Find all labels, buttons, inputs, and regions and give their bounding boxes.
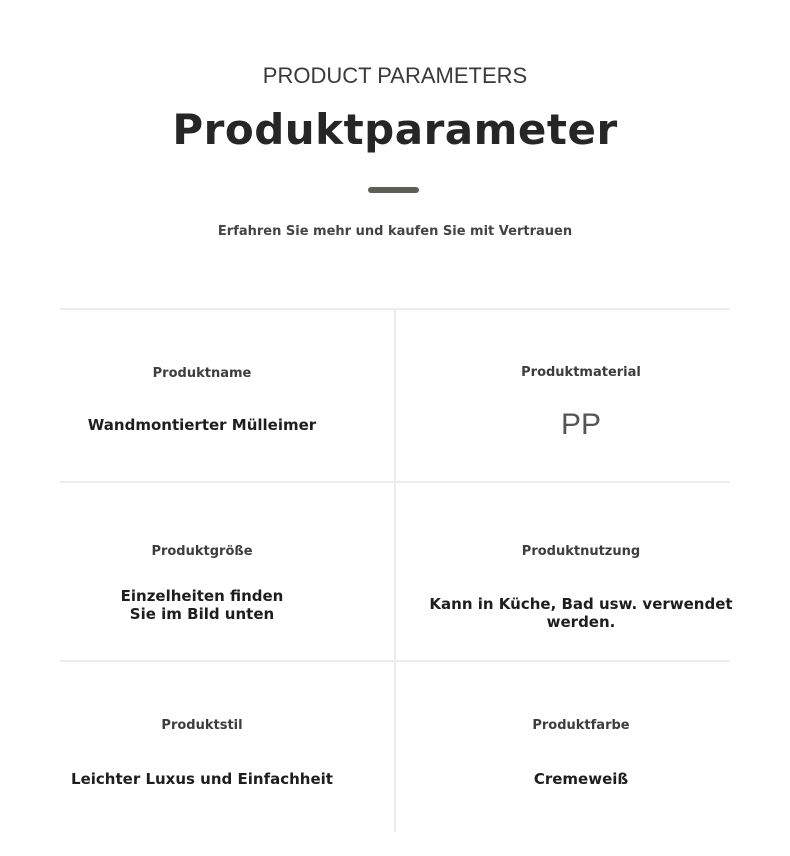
param-value-usage: Kann in Küche, Bad usw. verwendet werden.	[429, 595, 733, 631]
table-divider-column	[394, 310, 396, 832]
param-label-name: Produktname	[152, 366, 252, 381]
param-value-size-line2: Sie im Bild unten	[129, 605, 275, 623]
page-title: Produktparameter	[172, 105, 618, 154]
param-value-material: PP	[560, 408, 602, 441]
param-label-size: Produktgröße	[151, 544, 253, 559]
param-value-size-line1: Einzelheiten finden	[120, 587, 284, 605]
param-value-color: Cremeweiß	[533, 770, 629, 788]
title-divider	[368, 187, 419, 193]
param-label-material: Produktmaterial	[521, 365, 641, 380]
eyebrow-heading: PRODUCT PARAMETERS	[262, 63, 528, 88]
param-label-usage: Produktnutzung	[521, 544, 641, 559]
param-label-style: Produktstil	[161, 718, 243, 733]
page-subtitle: Erfahren Sie mehr und kaufen Sie mit Vertrauen	[217, 224, 573, 239]
param-value-style: Leichter Luxus und Einfachheit	[71, 770, 333, 788]
param-label-color: Produktfarbe	[532, 718, 630, 733]
param-value-name: Wandmontierter Mülleimer	[87, 416, 317, 434]
